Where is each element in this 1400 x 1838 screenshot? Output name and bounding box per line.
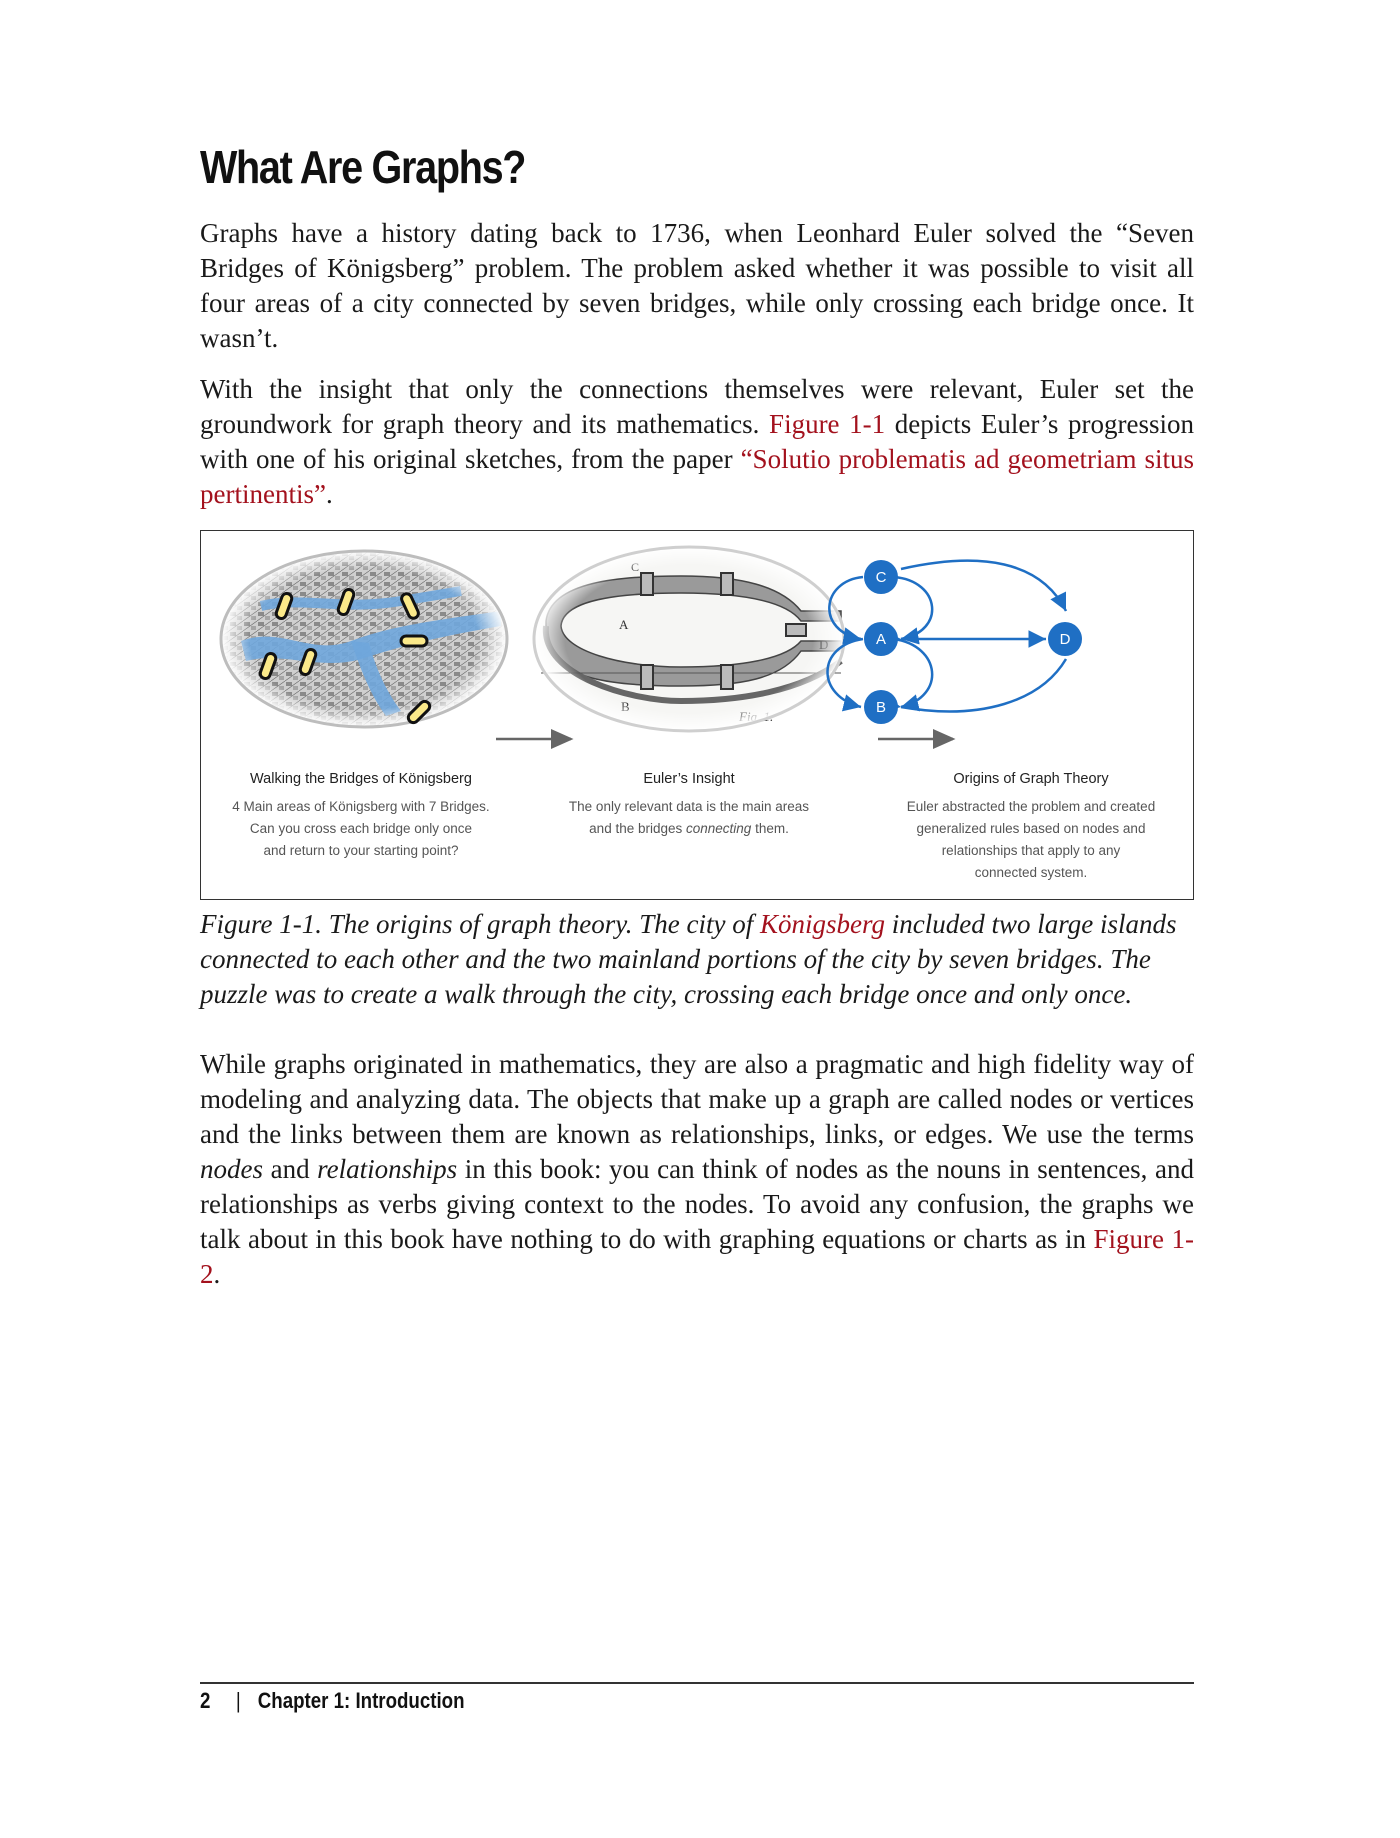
panel-1-description — [211, 796, 511, 862]
nodes-paragraph — [200, 1047, 1194, 1292]
panel-1-line: Can you cross each bridge only once — [249, 821, 473, 836]
insight-text-1: With the insight that only the connections themselves were relevant, Euler set the groundwork for graph theory and its mathematics. — [200, 374, 1194, 439]
graph-diagram — [827, 561, 1066, 712]
node-d-label: D — [1059, 631, 1071, 648]
panel-1-title: Walking the Bridges of Königsberg — [250, 771, 472, 787]
insight-text-2: depicts Euler’s progression with one of his original sketches, from the paper — [200, 409, 1195, 474]
koenigsberg-link[interactable]: Königsberg — [759, 909, 885, 939]
footer-rule — [200, 1682, 1194, 1684]
panel-3-title: Origins of Graph Theory — [953, 771, 1109, 787]
figure-1-1-link[interactable]: Figure 1-1 — [769, 409, 886, 439]
panel-1-line: 4 Main areas of Königsberg with 7 Bridges. — [232, 799, 490, 814]
euler-sketch — [534, 547, 844, 731]
panel-1-line: and return to your starting point? — [263, 843, 459, 858]
nodes-text-1: While graphs originated in mathematics, they are also a pragmatic and high fidelity way of modeling and analyzing data. The objects that make up a graph are called nodes or vertices and the links between them are known as relationships, links, or edges. We use the terms — [200, 1049, 1194, 1149]
panel-2-title: Euler’s Insight — [643, 771, 735, 787]
chapter-title: Chapter 1: Introduction — [257, 1688, 465, 1713]
figure-1-1 — [200, 530, 1194, 900]
panel-2-line: The only relevant data is the main areas — [568, 799, 810, 814]
panel-2-text-em: connecting — [686, 821, 752, 836]
nodes-term: nodes — [200, 1154, 263, 1184]
panel-3-line: Euler abstracted the problem and created — [906, 799, 1156, 814]
panel-3-line: relationships that apply to any — [941, 843, 1121, 858]
section-heading: What Are Graphs? — [200, 141, 526, 193]
page-number: 2 — [200, 1688, 211, 1713]
paper-link[interactable]: “Solutio problematis ad geometriam situs pertinentis” — [200, 444, 1194, 509]
nodes-text-2: and — [263, 1154, 318, 1184]
panel-2-description — [539, 796, 839, 840]
panel-2-text-a: and the bridges — [589, 821, 686, 836]
edge-c-d — [901, 561, 1066, 611]
node-c-label: C — [875, 569, 887, 586]
relationships-term: relationships — [317, 1154, 458, 1184]
panel-2-text-b: them. — [751, 821, 789, 836]
nodes-text-4: . — [213, 1259, 221, 1289]
panel-3-line: generalized rules based on nodes and — [916, 821, 1146, 836]
intro-paragraph: Graphs have a history dating back to 1736, when Leonhard Euler solved the “Seven Bridges of Königsberg” problem. The problem asked whether it was possible to visit all four areas of a city connected by seven bridges, while only crossing each bridge once. It wasn’t. — [200, 218, 1194, 353]
insight-text-3: . — [325, 479, 333, 509]
footer-separator: | — [235, 1688, 241, 1713]
panel-3-line: connected system. — [974, 865, 1088, 880]
node-b-label: B — [875, 699, 887, 716]
figure-1-2-link[interactable]: Figure 1-2 — [200, 1224, 1194, 1289]
edge-b-d — [901, 659, 1066, 711]
caption-text-2: included two large islands connected to each other and the two mainland portions of the city by seven bridges. The puzzle was to create a walk through the city, crossing each bridge once and only once. — [200, 909, 1177, 1009]
graph-nodes — [864, 560, 1082, 724]
node-a-label: A — [875, 631, 887, 648]
panel-2-line — [539, 818, 839, 840]
caption-text-1: Figure 1-1. The origins of graph theory. The city of — [200, 909, 760, 939]
edge-c-a-right — [894, 577, 932, 639]
edge-a-b-right — [894, 639, 932, 707]
panel-3-description — [881, 796, 1181, 884]
page-footer — [200, 1688, 465, 1714]
nodes-text-3: in this book: you can think of nodes as the nouns in sentences, and relationships as verbs giving context to the nodes. To avoid any confusion, the graphs we talk about in this book have nothing to do with graphing equations or charts as in — [200, 1154, 1194, 1254]
koenigsberg-map — [221, 551, 507, 727]
insight-paragraph — [200, 372, 1194, 512]
figure-caption — [200, 907, 1194, 1012]
